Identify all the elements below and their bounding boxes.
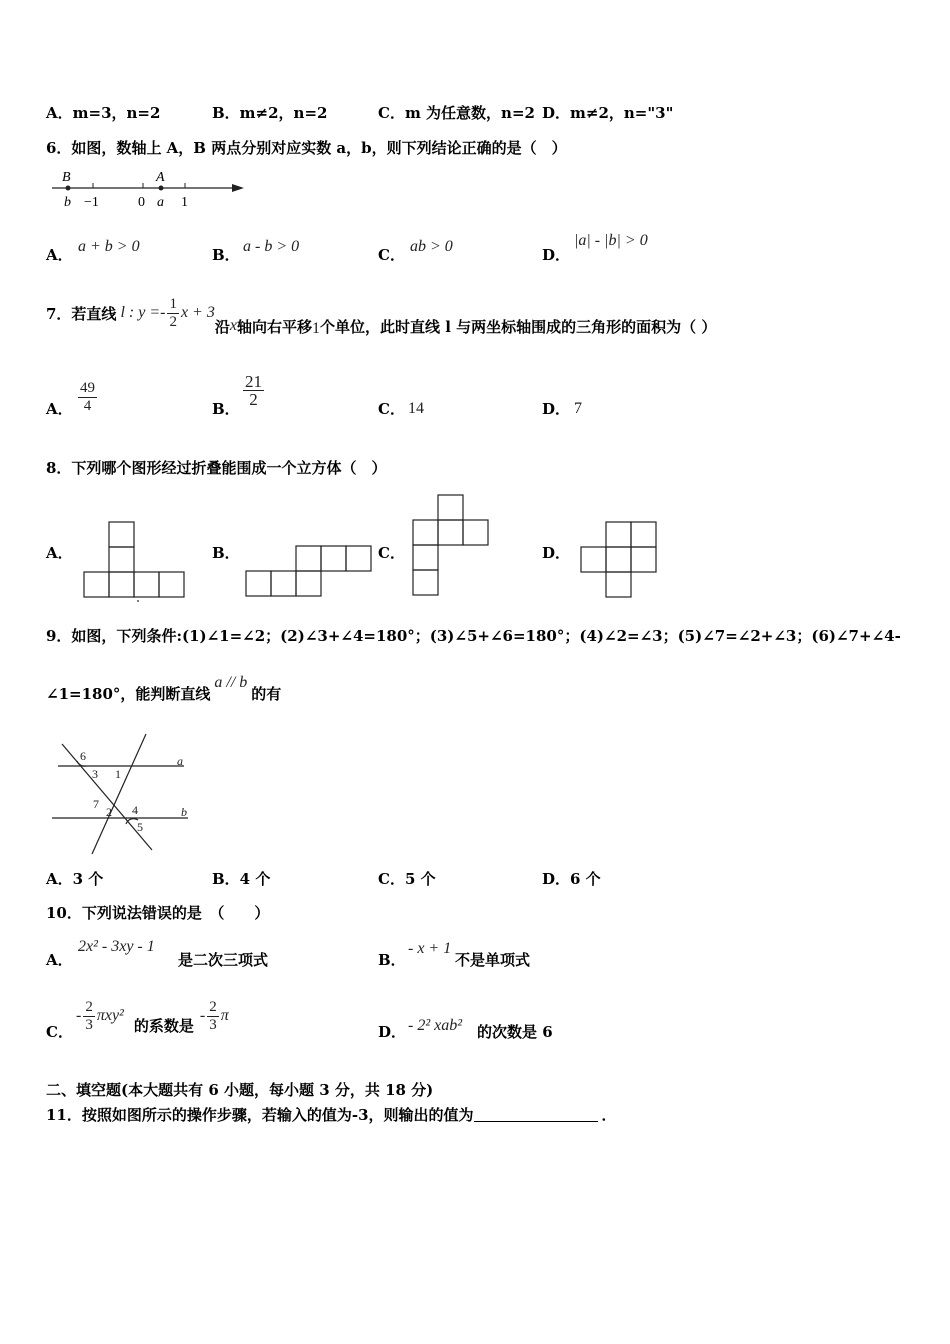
q7-eq-right: x + 3 <box>180 304 215 321</box>
q10-option-b-expr: - x + 1 <box>408 940 452 957</box>
q10-c-expr: πxy² <box>96 1007 124 1024</box>
q8-option-c-label: C． <box>378 544 405 562</box>
q10-option-a-expr: 2x² - 3xy - 1 <box>78 938 155 955</box>
q6-option-b-label: B． <box>212 246 240 264</box>
q10-option-d-label: D． <box>378 1023 407 1041</box>
q7-eq-left: l : y =- <box>120 304 166 321</box>
q10-option-d-text: 的次数是 6 <box>477 1023 553 1041</box>
label-b: b <box>181 805 187 819</box>
q9-line2-suffix: 的有 <box>251 685 282 703</box>
q5-option-b: B．m≠2，n=2 <box>212 104 328 122</box>
q6-option-b-expr: a - b > 0 <box>243 238 300 255</box>
tick-zero: 0 <box>138 195 145 210</box>
q10-option-c <box>76 994 229 1038</box>
q7-suffix: 个单位，此时直线 l 与两坐标轴围成的三角形的面积为（ ） <box>319 317 717 336</box>
label-2: 2 <box>106 805 112 819</box>
label-4: 4 <box>132 803 138 817</box>
q6-option-d-label: D． <box>542 246 571 264</box>
label-a: a <box>177 754 183 768</box>
q7-eq-fraction: $\frac{1}{2}$ <box>169 295 177 330</box>
q11-end: ． <box>601 1106 617 1124</box>
q9-expr: a // b <box>214 674 248 691</box>
q10-c-ans-fraction: $\frac{2}{3}$ <box>209 998 217 1033</box>
q7-mid2: 轴向右平移 <box>236 317 312 336</box>
q6-stem: 6．如图，数轴上 A，B 两点分别对应实数 a，b，则下列结论正确的是（ ） <box>46 139 567 157</box>
q11 <box>46 1104 617 1125</box>
point-b-label: B <box>62 170 71 185</box>
q10-option-b-text: 不是单项式 <box>455 951 531 969</box>
q10-option-a-label: A． <box>46 951 73 969</box>
q10-c-ans-minus: - <box>199 1007 206 1024</box>
tick-b: b <box>64 195 71 210</box>
q7-mid1: 沿 <box>214 317 230 336</box>
q8-stem: 8．下列哪个图形经过折叠能围成一个立方体（ ） <box>46 459 387 477</box>
q7-option-b-value: $\frac{21}{2}$ <box>245 372 262 409</box>
q8-option-d-label: D． <box>542 544 571 562</box>
q11-text: 11．按照如图所示的操作步骤，若输入的值为-3，则输出的值为 <box>46 1106 474 1124</box>
q9-line1: 9．如图，下列条件:(1)∠1=∠2；(2)∠3+∠4=180°；(3)∠5+∠6=180°；(4)∠2=∠3；(5)∠7=∠2+∠3；(6)∠7+∠4- <box>46 627 901 645</box>
q7-option-d-label: D． <box>542 400 571 418</box>
q7-prefix: 7．若直线 <box>46 304 117 323</box>
q6-option-d-expr: |a| - |b| > 0 <box>574 232 648 249</box>
q6-number-line <box>48 166 248 212</box>
q9-option-c: C．5 个 <box>378 870 436 888</box>
q5-option-a: A．m=3，n=2 <box>46 104 161 122</box>
q10-stem: 10．下列说法错误的是 （ ） <box>46 904 270 922</box>
q7-option-c-value: 14 <box>408 400 424 417</box>
q10-option-b-label: B． <box>378 951 406 969</box>
q8-net-d <box>579 520 661 602</box>
q7-one: 1 <box>311 320 320 337</box>
q5-option-c: C．m 为任意数，n=2 <box>378 104 535 122</box>
q7-option-b-label: B． <box>212 400 240 418</box>
q10-option-c-label: C． <box>46 1023 73 1041</box>
q9-figure <box>48 730 193 855</box>
q10-c-fraction: $\frac{2}{3}$ <box>85 998 93 1033</box>
label-1: 1 <box>115 767 121 781</box>
q7-option-a-value: $\frac{49}{4}$ <box>80 380 95 414</box>
q10-c-ans-pi: π <box>220 1007 229 1024</box>
q6-option-c-label: C． <box>378 246 405 264</box>
tick-a: a <box>157 195 164 210</box>
tick-one: 1 <box>181 195 188 210</box>
label-6: 6 <box>80 749 86 763</box>
q8-option-b-label: B． <box>212 544 240 562</box>
point-a-label: A <box>156 170 165 185</box>
q7-option-a-label: A． <box>46 400 73 418</box>
q8-net-b <box>244 545 374 601</box>
q7-option-c-label: C． <box>378 400 405 418</box>
q9-option-d: D．6 个 <box>542 870 601 888</box>
q8-net-a <box>82 520 188 604</box>
q5-option-d: D．m≠2，n="3" <box>542 104 674 122</box>
label-7: 7 <box>93 797 99 811</box>
q10-option-a-text: 是二次三项式 <box>178 951 269 969</box>
q6-option-c-expr: ab > 0 <box>410 238 453 255</box>
q8-option-a-label: A． <box>46 544 73 562</box>
q10-option-d-expr: - 2² xab² <box>408 1017 463 1034</box>
label-3: 3 <box>92 767 98 781</box>
q7-x-var: x <box>229 317 237 334</box>
tick-minus-one: −1 <box>84 195 99 210</box>
q6-option-a-expr: a + b > 0 <box>78 238 140 255</box>
q7-stem <box>46 290 716 336</box>
q10-c-text: 的系数是 <box>133 1016 194 1035</box>
q9-option-b: B．4 个 <box>212 870 271 888</box>
q9-option-a: A．3 个 <box>46 870 104 888</box>
q6-option-a-label: A． <box>46 246 73 264</box>
section2-title: 二、填空题(本大题共有 6 小题，每小题 3 分，共 18 分) <box>46 1081 434 1099</box>
q11-answer-blank[interactable] <box>474 1121 598 1122</box>
q10-c-minus: - <box>76 1007 82 1024</box>
q7-option-d-value: 7 <box>574 400 582 417</box>
q9-line2 <box>46 672 281 708</box>
label-5: 5 <box>137 820 143 834</box>
q8-net-c <box>411 493 493 599</box>
q9-line2-prefix: ∠1=180°，能判断直线 <box>46 685 211 703</box>
